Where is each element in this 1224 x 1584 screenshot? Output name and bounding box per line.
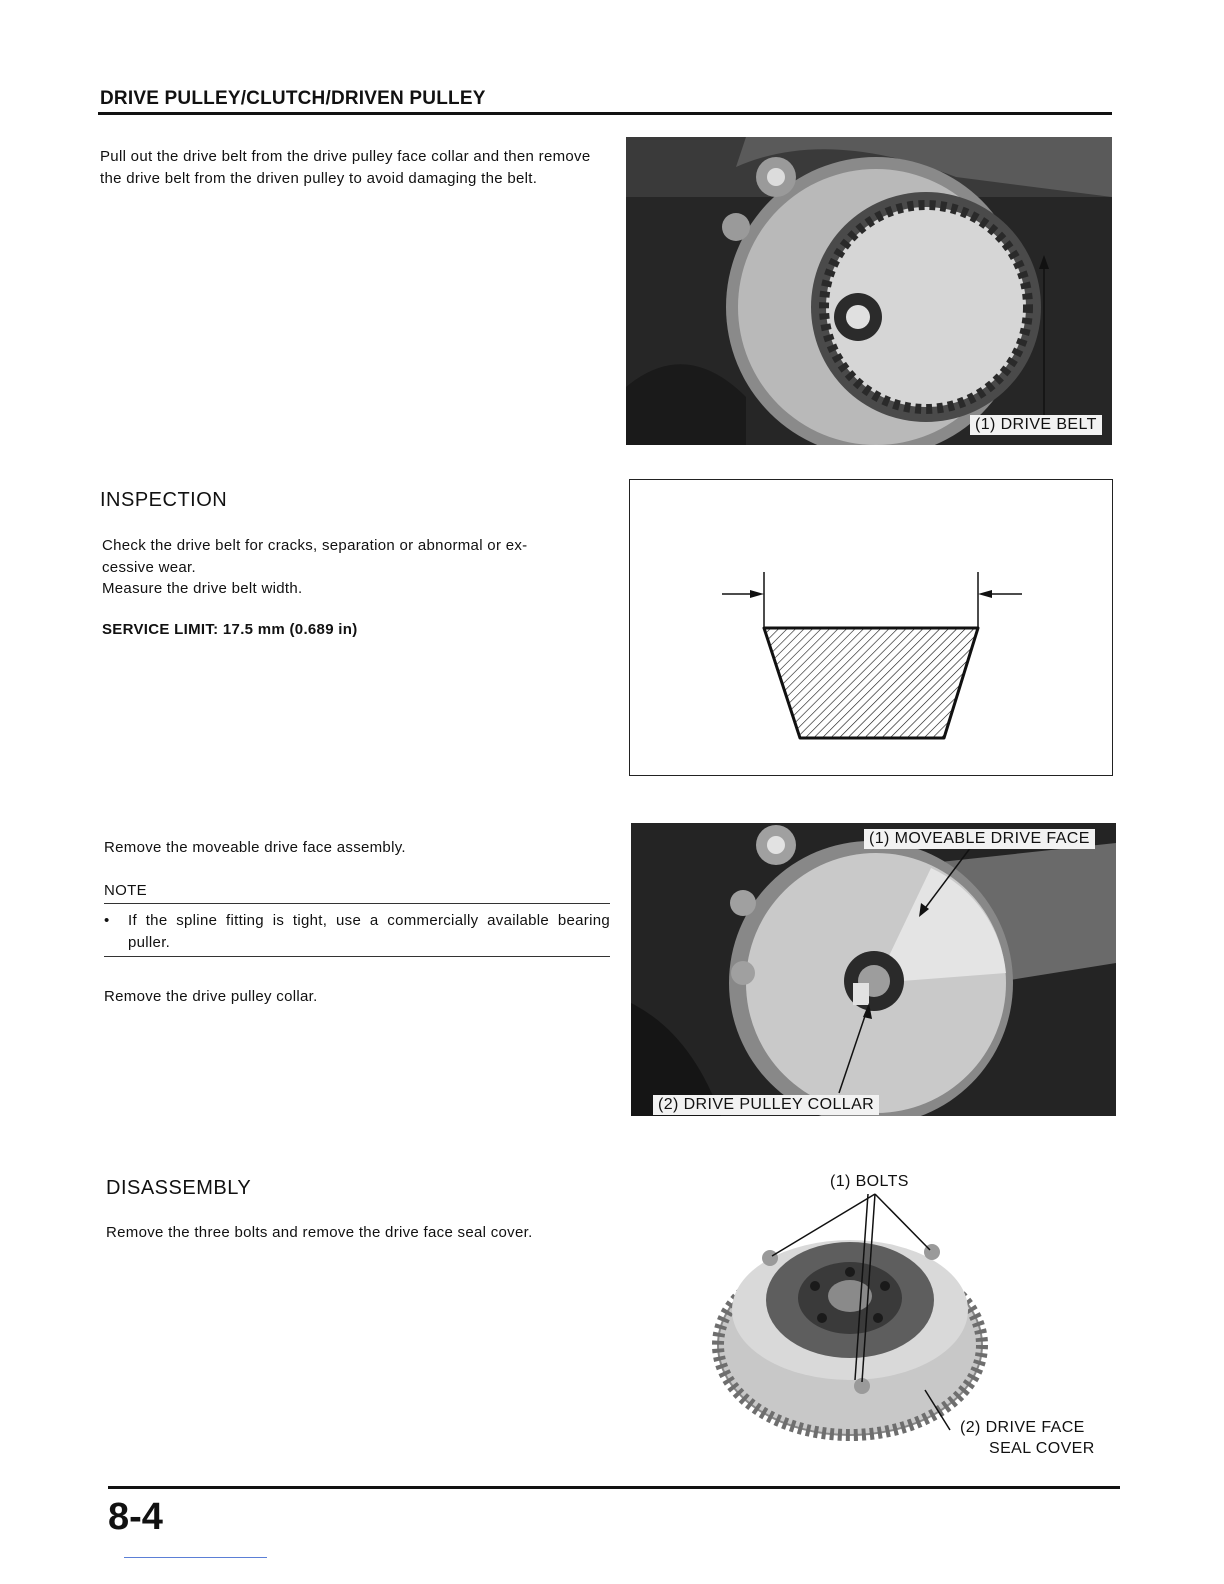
seal-cover-label-line-1: (2) DRIVE FACE [960,1419,1085,1436]
drive-belt-label: (1) DRIVE BELT [970,415,1102,435]
belt-cross-section-svg [630,480,1112,775]
page-title: DRIVE PULLEY/CLUTCH/DRIVEN PULLEY [100,88,486,109]
drive-belt-photo-illustration [626,137,1112,445]
page-number: 8-4 [108,1496,163,1538]
bolts-label: (1) BOLTS [830,1173,909,1190]
drive-belt-photo [626,137,1112,445]
note-text: If the spline fitting is tight, use a commercially available bearing puller. [128,912,610,951]
header-rule [98,112,1112,115]
inspection-line-2: cessive wear. [102,559,196,576]
footer-rule [108,1486,1120,1489]
drive-face-removal-text: Remove the moveable drive face assembly. [104,839,406,856]
footer-underline [124,1557,267,1558]
moveable-drive-face-label: (1) MOVEABLE DRIVE FACE [864,829,1095,849]
seal-cover-label-line-2: SEAL COVER [989,1440,1095,1457]
note-bullet: • [104,912,110,929]
disassembly-text: Remove the three bolts and remove the drive face seal cover. [106,1224,533,1241]
drive-pulley-collar-label: (2) DRIVE PULLEY COLLAR [653,1095,879,1115]
note-top-rule [104,903,610,904]
disassembly-heading: DISASSEMBLY [106,1177,252,1199]
seal-cover-illustration [700,1190,1000,1450]
note-bottom-rule [104,956,610,957]
belt-removal-text: Pull out the drive belt from the drive pulley face collar and then remove the drive belt from the driven pulley to avoid damaging the belt. [100,148,591,187]
drive-face-photo-illustration [631,823,1116,1116]
inspection-heading: INSPECTION [100,489,228,511]
inspection-line-3: Measure the drive belt width. [102,580,303,597]
seal-cover-svg [700,1190,1000,1450]
service-limit-spec: SERVICE LIMIT: 17.5 mm (0.689 in) [102,621,358,638]
moveable-drive-face-photo [631,823,1116,1116]
note-heading: NOTE [104,882,147,899]
belt-width-diagram [629,479,1113,776]
collar-removal-text: Remove the drive pulley collar. [104,988,318,1005]
inspection-line-1: Check the drive belt for cracks, separation or abnormal or ex- [102,537,528,554]
